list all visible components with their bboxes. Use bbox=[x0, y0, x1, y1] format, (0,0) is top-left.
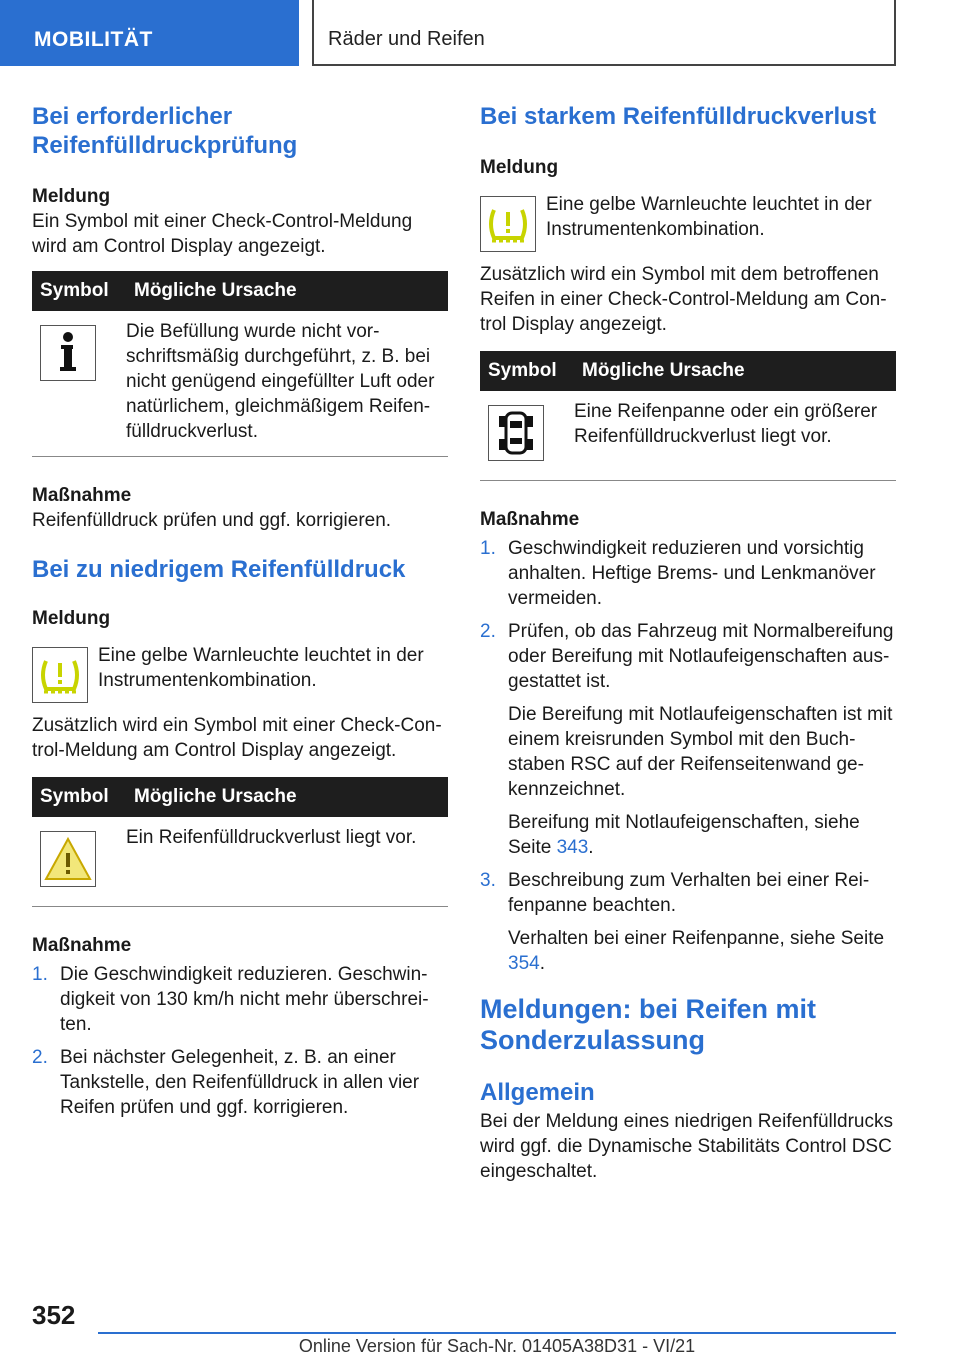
symbol-table-check bbox=[32, 271, 448, 457]
page-link-343[interactable]: 343 bbox=[556, 837, 589, 858]
meldung-heading: Meldung bbox=[480, 157, 559, 178]
step-reference bbox=[508, 810, 896, 860]
step-text: Die Geschwindigkeit reduzieren. Geschwindigkeit von 130 km/h nicht mehr überschreiten. bbox=[60, 964, 429, 1035]
step-number: 2. bbox=[480, 621, 496, 642]
table-header-cause: Mögliche Ursache bbox=[574, 351, 896, 391]
subsection-title-general: Allgemein bbox=[480, 1079, 595, 1106]
warnlight-text: Eine gelbe Warnleuchte leuchtet in der Instrumentenkombination. bbox=[546, 194, 872, 240]
warning-triangle-icon bbox=[40, 831, 96, 887]
table-row bbox=[32, 817, 448, 906]
warnlight-row bbox=[480, 192, 896, 252]
table-cell-cause: Eine Reifenpanne oder ein größerer Reifenfülldruckverlust liegt vor. bbox=[574, 401, 878, 447]
list-item bbox=[32, 1045, 448, 1120]
tire-pressure-warning-icon bbox=[32, 647, 88, 703]
reference-suffix: . bbox=[539, 953, 545, 974]
section-label: MOBILITÄT bbox=[34, 28, 153, 51]
footer-divider bbox=[98, 1332, 896, 1334]
step-reference bbox=[508, 926, 896, 976]
massnahme-heading: Maßnahme bbox=[480, 509, 580, 530]
step-number: 2. bbox=[32, 1047, 48, 1068]
table-row bbox=[32, 311, 448, 456]
table-header-symbol: Symbol bbox=[32, 777, 126, 817]
table-header-cause: Mögliche Ursache bbox=[126, 777, 448, 817]
step-text: Geschwindigkeit reduzieren und vorsichtig anhalten. Heftige Brems- und Lenkmanöver vermeiden. bbox=[508, 538, 876, 609]
general-text: Bei der Meldung eines niedrigen Reifenfülldrucks wird ggf. die Dynamische Stabilitäts Control DSC eingeschaltet. bbox=[480, 1111, 893, 1182]
left-column bbox=[32, 100, 448, 1128]
meldung-heading: Meldung bbox=[32, 186, 111, 207]
right-column bbox=[480, 100, 896, 1184]
massnahme-text: Reifenfülldruck prüfen und ggf. korrigieren. bbox=[32, 510, 392, 531]
section-title-strong-loss: Bei starkem Reifenfülldruckverlust bbox=[480, 103, 877, 130]
symbol-table-strong bbox=[480, 351, 896, 481]
reference-text: Bereifung mit Notlaufeigenschaften, siehe Seite bbox=[508, 812, 860, 858]
extra-text: Zusätzlich wird ein Symbol mit einer Check-Control-Meldung am Control Display angezeigt. bbox=[32, 715, 442, 761]
page-number: 352 bbox=[32, 1300, 76, 1330]
table-header-symbol: Symbol bbox=[480, 351, 574, 391]
section-title-special-tires: Meldungen: bei Reifen mit Sonderzulassung bbox=[480, 994, 817, 1055]
list-item bbox=[32, 962, 448, 1037]
table-header-cause: Mögliche Ursache bbox=[126, 271, 448, 311]
step-number: 3. bbox=[480, 870, 496, 891]
extra-text: Zusätzlich wird ein Symbol mit dem betroffenen Reifen in einer Check-Control-Meldung am Control Display angezeigt. bbox=[480, 264, 887, 335]
massnahme-heading: Maßnahme bbox=[32, 485, 132, 506]
step-note: Die Bereifung mit Notlaufeigenschaften ist mit einem kreisrunden Symbol mit den Buchstaben RSC auf der Reifenseitenwand gekennzeichnet. bbox=[508, 704, 893, 800]
step-text: Bei nächster Gelegenheit, z. B. an einer Tankstelle, den Reifenfülldruck in allen vier Reifen prüfen und ggf. korrigieren. bbox=[60, 1047, 420, 1118]
table-header-symbol: Symbol bbox=[32, 271, 126, 311]
massnahme-heading: Maßnahme bbox=[32, 935, 132, 956]
table-cell-cause: Die Befüllung wurde nicht vorschriftsmäßig durchgeführt, z. B. bei nicht genügend eingefüllter Luft oder natürlichem, gleichmäßigem Reifenfülldruckverlust. bbox=[126, 321, 435, 442]
list-item bbox=[480, 619, 896, 860]
car-tire-damage-icon bbox=[488, 405, 544, 461]
tire-pressure-warning-icon bbox=[480, 196, 536, 252]
meldung-heading: Meldung bbox=[32, 608, 111, 629]
table-row bbox=[480, 391, 896, 480]
section-title-pressure-check: Bei erforderlicher Reifenfülldruckprüfung bbox=[32, 103, 298, 159]
steps-list bbox=[480, 536, 896, 976]
step-text: Prüfen, ob das Fahrzeug mit Normalbereifung oder Bereifung mit Notlaufeigenschaften ausgestattet ist. bbox=[508, 621, 894, 692]
step-text: Beschreibung zum Verhalten bei einer Reifenpanne beachten. bbox=[508, 870, 870, 916]
footer-version-text: Online Version für Sach-Nr. 01405A38D31 - VI/21 bbox=[298, 1336, 696, 1356]
section-tab bbox=[0, 0, 299, 66]
page-header bbox=[0, 0, 960, 66]
symbol-table-low bbox=[32, 777, 448, 907]
step-number: 1. bbox=[480, 538, 496, 559]
table-cell-cause: Ein Reifenfülldruckverlust liegt vor. bbox=[126, 827, 417, 848]
reference-suffix: . bbox=[588, 837, 594, 858]
meldung-text: Ein Symbol mit einer Check-Control-Meldung wird am Control Display angezeigt. bbox=[32, 211, 413, 257]
section-title-low-pressure: Bei zu niedrigem Reifenfülldruck bbox=[32, 556, 406, 583]
steps-list bbox=[32, 962, 448, 1120]
list-item bbox=[480, 536, 896, 611]
info-icon bbox=[40, 325, 96, 381]
list-item bbox=[480, 868, 896, 976]
reference-text: Verhalten bei einer Reifenpanne, siehe Seite bbox=[508, 928, 885, 949]
warnlight-text: Eine gelbe Warnleuchte leuchtet in der Instrumentenkombination. bbox=[98, 645, 424, 691]
chapter-label: Räder und Reifen bbox=[328, 28, 485, 50]
warnlight-row bbox=[32, 643, 448, 703]
chapter-tab bbox=[312, 0, 896, 66]
step-number: 1. bbox=[32, 964, 48, 985]
page-link-354[interactable]: 354 bbox=[508, 953, 540, 974]
